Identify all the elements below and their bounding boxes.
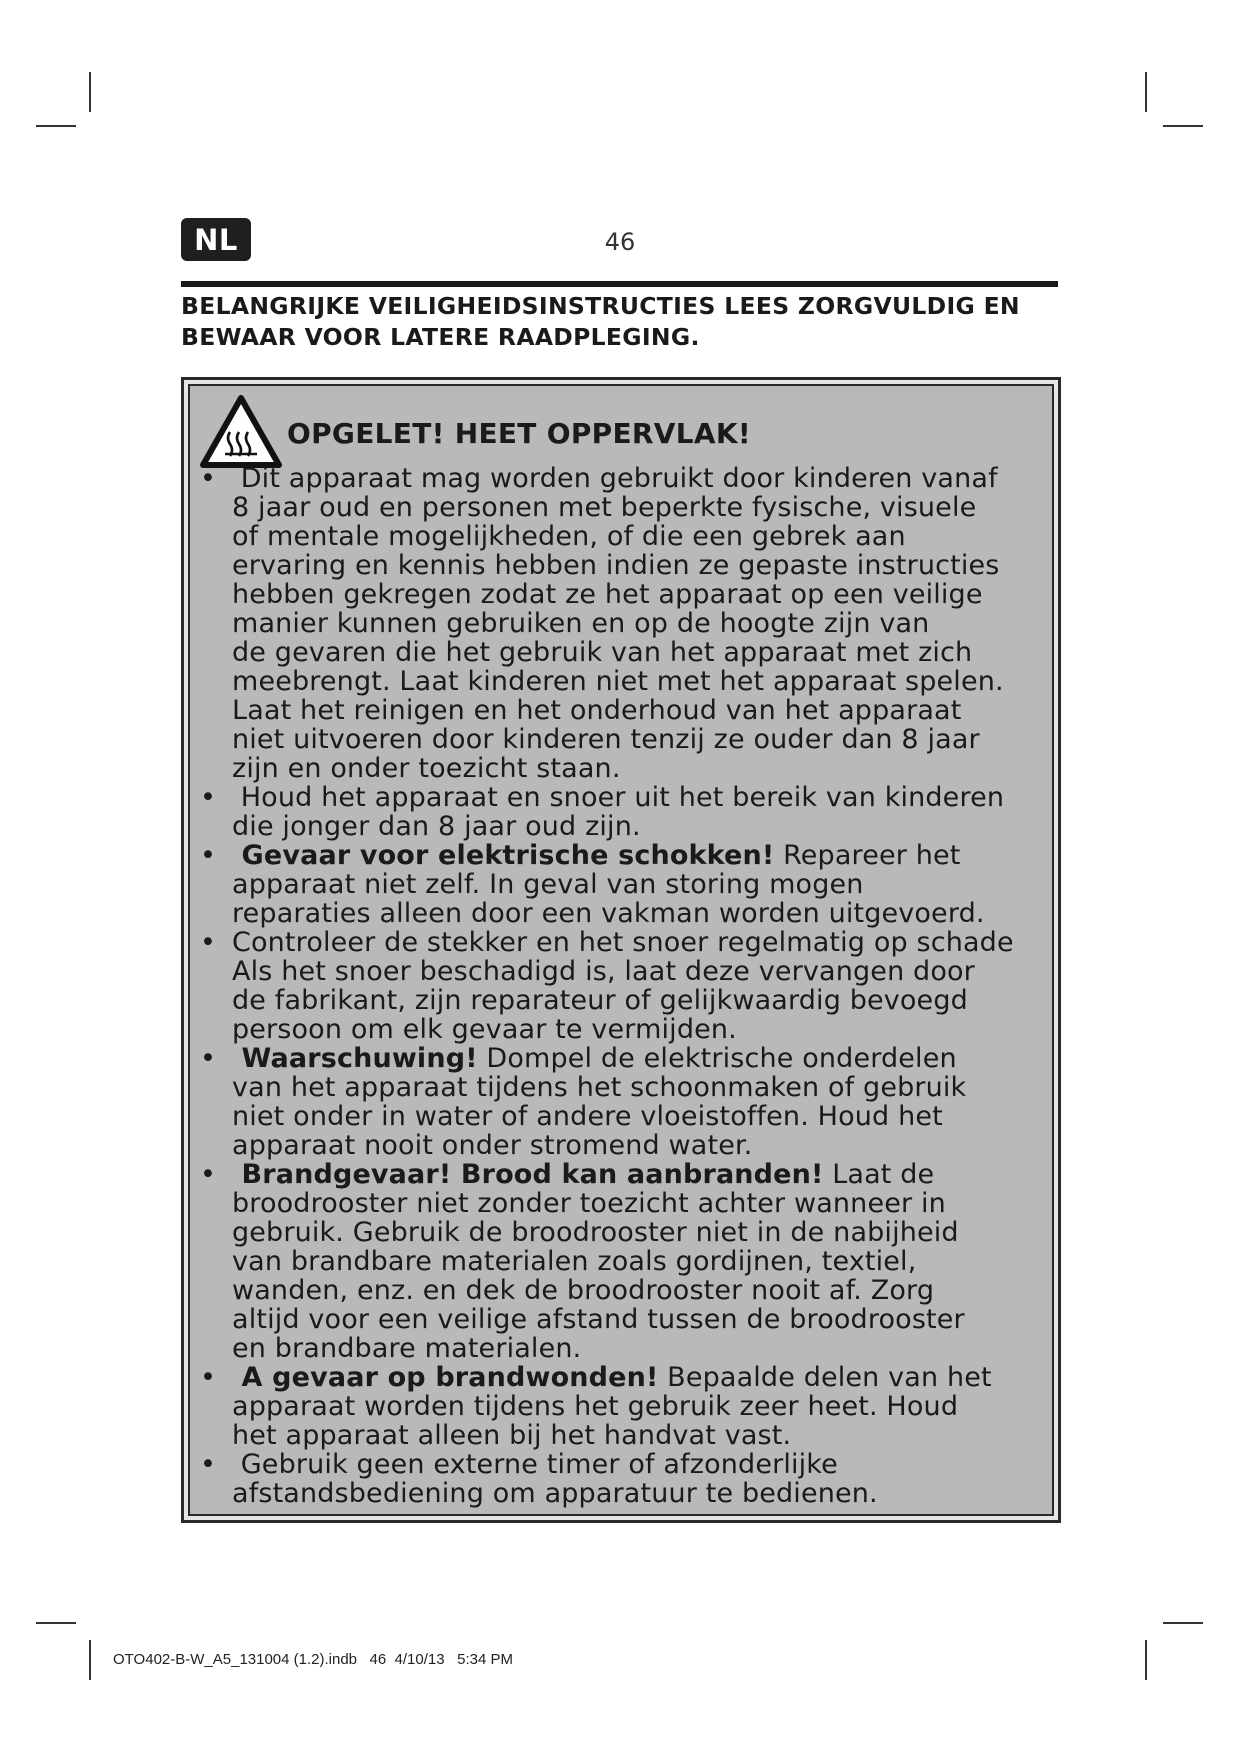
warning-bullet-item (190, 1160, 1052, 1363)
bullet-text (232, 1450, 1062, 1508)
bullet-text (232, 841, 1062, 928)
bullet-bold-lead: Waarschuwing! (232, 1043, 478, 1074)
hot-surface-warning-icon (199, 394, 283, 469)
bullet-line: de gevaren die het gebruik van het apparaat met zich (232, 637, 973, 668)
bullet-dot-icon: • (200, 1159, 216, 1190)
bullet-bold-lead: A gevaar op brandwonden! (232, 1362, 659, 1393)
bullet-dot-icon: • (200, 463, 216, 494)
bullet-line: of mentale mogelijkheden, of die een gebrek aan (232, 521, 906, 552)
bullet-line: zijn en onder toezicht staan. (232, 753, 621, 784)
crop-mark-top-right-horizontal (1163, 125, 1203, 127)
bullet-line: van brandbare materialen zoals gordijnen, textiel, (232, 1246, 917, 1277)
bullet-line: Gebruik geen externe timer of afzonderlijke (232, 1449, 838, 1480)
crop-mark-top-left-horizontal (36, 125, 76, 127)
warning-box-inner (188, 384, 1054, 1516)
crop-mark-bottom-right-vertical (1145, 1640, 1147, 1680)
bullet-line: ervaring en kennis hebben indien ze gepaste instructies (232, 550, 1000, 581)
bullet-line: broodrooster niet zonder toezicht achter wanneer in (232, 1188, 946, 1219)
bullet-line: hebben gekregen zodat ze het apparaat op een veilige (232, 579, 983, 610)
bullet-line: A gevaar op brandwonden! Bepaalde delen van het (232, 1362, 992, 1393)
bullet-line: Controleer de stekker en het snoer regelmatig op schade (232, 927, 1014, 958)
bullet-line: Houd het apparaat en snoer uit het bereik van kinderen (232, 782, 1005, 813)
crop-mark-bottom-right-horizontal (1163, 1622, 1203, 1624)
bullet-dot-icon: • (200, 1362, 216, 1393)
bullet-line: de fabrikant, zijn reparateur of gelijkwaardig bevoegd (232, 985, 968, 1016)
bullet-dot-icon: • (200, 782, 216, 813)
bullet-text (232, 783, 1062, 841)
print-footer: OTO402-B-W_A5_131004 (1.2).indb 46 4/10/13 5:34 PM (113, 1651, 513, 1668)
bullet-line: manier kunnen gebruiken en op de hoogte zijn van (232, 608, 930, 639)
warning-bullet-item (190, 841, 1052, 928)
crop-mark-top-left-vertical (89, 72, 91, 112)
safety-heading: BELANGRIJKE VEILIGHEIDSINSTRUCTIES LEES ZORGVULDIG EN BEWAAR VOOR LATERE RAADPLEGING. (181, 292, 1020, 351)
language-badge: NL (181, 218, 251, 261)
bullet-text (232, 464, 1062, 783)
bullet-bold-lead: Brandgevaar! Brood kan aanbranden! (232, 1159, 824, 1190)
bullet-line: altijd voor een veilige afstand tussen de broodrooster (232, 1304, 965, 1335)
warning-bullet-item (190, 1450, 1052, 1508)
bullet-line: niet onder in water of andere vloeistoffen. Houd het (232, 1101, 943, 1132)
bullet-line: niet uitvoeren door kinderen tenzij ze ouder dan 8 jaar (232, 724, 980, 755)
bullet-line: wanden, enz. en dek de broodrooster nooit af. Zorg (232, 1275, 935, 1306)
warning-bullet-item (190, 1044, 1052, 1160)
bullet-line: gebruik. Gebruik de broodrooster niet in de nabijheid (232, 1217, 959, 1248)
bullet-text (232, 1044, 1062, 1160)
warning-bullet-item (190, 783, 1052, 841)
bullet-line: meebrengt. Laat kinderen niet met het apparaat spelen. (232, 666, 1004, 697)
bullet-line: en brandbare materialen. (232, 1333, 582, 1364)
bullet-line: het apparaat alleen bij het handvat vast. (232, 1420, 792, 1451)
bullet-line: apparaat nooit onder stromend water. (232, 1130, 753, 1161)
bullet-bold-lead: Gevaar voor elektrische schokken! (232, 840, 775, 871)
bullet-line: apparaat worden tijdens het gebruik zeer heet. Houd (232, 1391, 959, 1422)
bullet-dot-icon: • (200, 1043, 216, 1074)
warning-bullet-item (190, 464, 1052, 783)
bullet-dot-icon: • (200, 927, 216, 958)
crop-mark-bottom-left-horizontal (36, 1622, 76, 1624)
bullet-text (232, 1363, 1062, 1450)
crop-mark-top-right-vertical (1145, 72, 1147, 112)
header-divider (181, 281, 1058, 287)
bullet-text (232, 928, 1062, 1044)
bullet-line: reparaties alleen door een vakman worden uitgevoerd. (232, 898, 985, 929)
warning-bullet-list (190, 464, 1052, 1508)
warning-bullet-item (190, 1363, 1052, 1450)
page-number: 46 (604, 228, 636, 256)
bullet-line: afstandsbediening om apparatuur te bedienen. (232, 1478, 878, 1509)
bullet-line: apparaat niet zelf. In geval van storing mogen (232, 869, 864, 900)
bullet-line: Gevaar voor elektrische schokken! Repareer het (232, 840, 961, 871)
warning-bullet-item (190, 928, 1052, 1044)
bullet-line: persoon om elk gevaar te vermijden. (232, 1014, 737, 1045)
crop-mark-bottom-left-vertical (89, 1640, 91, 1680)
bullet-line: van het apparaat tijdens het schoonmaken of gebruik (232, 1072, 967, 1103)
bullet-line: die jonger dan 8 jaar oud zijn. (232, 811, 641, 842)
bullet-line: Laat het reinigen en het onderhoud van het apparaat (232, 695, 962, 726)
bullet-line: Dit apparaat mag worden gebruikt door kinderen vanaf (232, 463, 998, 494)
bullet-line: 8 jaar oud en personen met beperkte fysische, visuele (232, 492, 977, 523)
bullet-dot-icon: • (200, 840, 216, 871)
bullet-text (232, 1160, 1062, 1363)
warning-box (181, 377, 1061, 1523)
warning-title: OPGELET! HEET OPPERVLAK! (287, 417, 751, 450)
bullet-line: Als het snoer beschadigd is, laat deze vervangen door (232, 956, 975, 987)
bullet-line: Waarschuwing! Dompel de elektrische onderdelen (232, 1043, 957, 1074)
bullet-dot-icon: • (200, 1449, 216, 1480)
bullet-line: Brandgevaar! Brood kan aanbranden! Laat de (232, 1159, 935, 1190)
